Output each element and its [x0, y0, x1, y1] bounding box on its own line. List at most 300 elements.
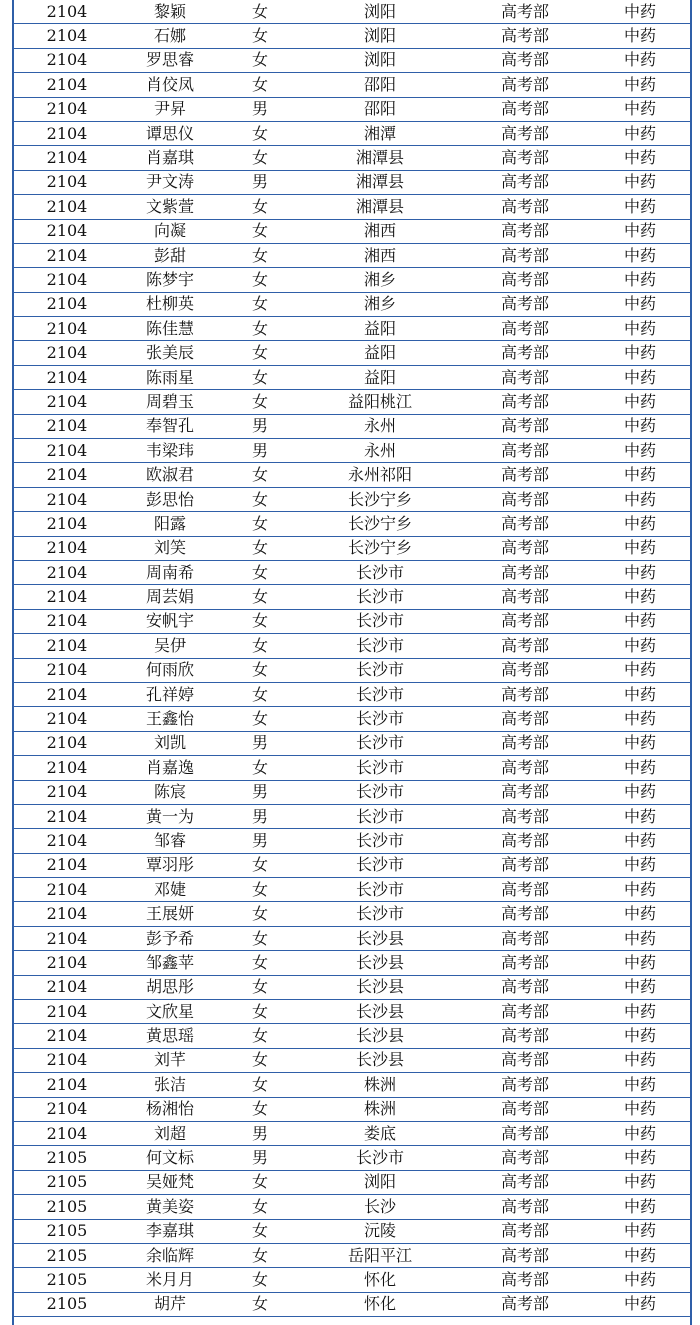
table-row [14, 390, 690, 414]
major-cell: 中药 [590, 682, 690, 706]
table-row [14, 609, 690, 633]
department-cell: 高考部 [460, 853, 590, 877]
table-row [14, 951, 690, 975]
name-cell: 文欣星 [120, 1000, 220, 1024]
gender-cell: 男 [220, 804, 300, 828]
hometown-cell: 长沙市 [300, 804, 460, 828]
class-cell: 2104 [14, 512, 120, 536]
table-row [14, 0, 690, 24]
department-cell: 高考部 [460, 1097, 590, 1121]
name-cell: 王展妍 [120, 902, 220, 926]
class-cell: 2104 [14, 536, 120, 560]
name-cell: 黄一为 [120, 804, 220, 828]
gender-cell: 女 [220, 219, 300, 243]
name-cell: 吴娅梵 [120, 1170, 220, 1194]
department-cell: 高考部 [460, 902, 590, 926]
major-cell: 中药 [590, 780, 690, 804]
hometown-cell: 永州 [300, 439, 460, 463]
class-cell: 2104 [14, 341, 120, 365]
student-table [14, 0, 690, 1317]
gender-cell: 女 [220, 536, 300, 560]
major-cell: 中药 [590, 1121, 690, 1145]
major-cell: 中药 [590, 853, 690, 877]
major-cell: 中药 [590, 707, 690, 731]
class-cell: 2104 [14, 829, 120, 853]
hometown-cell: 株洲 [300, 1097, 460, 1121]
name-cell: 尹昇 [120, 97, 220, 121]
gender-cell: 男 [220, 97, 300, 121]
class-cell: 2104 [14, 1048, 120, 1072]
class-cell: 2104 [14, 243, 120, 267]
hometown-cell: 株洲 [300, 1073, 460, 1097]
class-cell: 2104 [14, 97, 120, 121]
hometown-cell: 邵阳 [300, 97, 460, 121]
class-cell: 2104 [14, 1024, 120, 1048]
class-cell: 2104 [14, 560, 120, 584]
department-cell: 高考部 [460, 926, 590, 950]
hometown-cell: 长沙市 [300, 658, 460, 682]
major-cell: 中药 [590, 975, 690, 999]
major-cell: 中药 [590, 97, 690, 121]
gender-cell: 女 [220, 756, 300, 780]
table-row [14, 1292, 690, 1316]
table-row [14, 731, 690, 755]
department-cell: 高考部 [460, 268, 590, 292]
hometown-cell: 湘西 [300, 243, 460, 267]
gender-cell: 女 [220, 926, 300, 950]
gender-cell: 女 [220, 1292, 300, 1316]
major-cell: 中药 [590, 24, 690, 48]
gender-cell: 女 [220, 48, 300, 72]
class-cell: 2105 [14, 1268, 120, 1292]
gender-cell: 女 [220, 390, 300, 414]
class-cell: 2104 [14, 975, 120, 999]
major-cell: 中药 [590, 658, 690, 682]
department-cell: 高考部 [460, 560, 590, 584]
class-cell: 2104 [14, 634, 120, 658]
name-cell: 王鑫怡 [120, 707, 220, 731]
class-cell: 2104 [14, 853, 120, 877]
hometown-cell: 永州祁阳 [300, 463, 460, 487]
class-cell: 2105 [14, 1195, 120, 1219]
hometown-cell: 长沙市 [300, 731, 460, 755]
class-cell: 2104 [14, 146, 120, 170]
table-row [14, 1073, 690, 1097]
name-cell: 陈梦宇 [120, 268, 220, 292]
department-cell: 高考部 [460, 951, 590, 975]
class-cell: 2105 [14, 1292, 120, 1316]
department-cell: 高考部 [460, 439, 590, 463]
class-cell: 2104 [14, 48, 120, 72]
department-cell: 高考部 [460, 634, 590, 658]
table-row [14, 1048, 690, 1072]
class-cell: 2104 [14, 0, 120, 24]
table-row [14, 853, 690, 877]
class-cell: 2104 [14, 317, 120, 341]
hometown-cell: 长沙县 [300, 1024, 460, 1048]
department-cell: 高考部 [460, 414, 590, 438]
table-row [14, 1024, 690, 1048]
table-row [14, 804, 690, 828]
hometown-cell: 益阳 [300, 341, 460, 365]
name-cell: 欧淑君 [120, 463, 220, 487]
class-cell: 2104 [14, 390, 120, 414]
hometown-cell: 长沙市 [300, 853, 460, 877]
department-cell: 高考部 [460, 146, 590, 170]
table-row [14, 829, 690, 853]
table-row [14, 365, 690, 389]
name-cell: 刘笑 [120, 536, 220, 560]
major-cell: 中药 [590, 512, 690, 536]
gender-cell: 女 [220, 878, 300, 902]
hometown-cell: 浏阳 [300, 0, 460, 24]
name-cell: 肖佼凤 [120, 73, 220, 97]
name-cell: 李嘉琪 [120, 1219, 220, 1243]
hometown-cell: 岳阳平江 [300, 1243, 460, 1267]
table-row [14, 585, 690, 609]
gender-cell: 女 [220, 487, 300, 511]
class-cell: 2104 [14, 414, 120, 438]
gender-cell: 女 [220, 1073, 300, 1097]
name-cell: 彭甜 [120, 243, 220, 267]
name-cell: 向凝 [120, 219, 220, 243]
major-cell: 中药 [590, 1024, 690, 1048]
hometown-cell: 长沙市 [300, 780, 460, 804]
gender-cell: 女 [220, 1024, 300, 1048]
gender-cell: 女 [220, 1000, 300, 1024]
gender-cell: 女 [220, 146, 300, 170]
class-cell: 2104 [14, 365, 120, 389]
table-row [14, 1146, 690, 1170]
gender-cell: 女 [220, 634, 300, 658]
name-cell: 陈佳慧 [120, 317, 220, 341]
class-cell: 2105 [14, 1243, 120, 1267]
major-cell: 中药 [590, 463, 690, 487]
hometown-cell: 长沙县 [300, 975, 460, 999]
department-cell: 高考部 [460, 0, 590, 24]
department-cell: 高考部 [460, 1268, 590, 1292]
major-cell: 中药 [590, 609, 690, 633]
table-row [14, 1170, 690, 1194]
gender-cell: 女 [220, 1170, 300, 1194]
gender-cell: 男 [220, 731, 300, 755]
class-cell: 2104 [14, 195, 120, 219]
table-row [14, 634, 690, 658]
major-cell: 中药 [590, 1000, 690, 1024]
department-cell: 高考部 [460, 1195, 590, 1219]
hometown-cell: 浏阳 [300, 1170, 460, 1194]
name-cell: 黎颖 [120, 0, 220, 24]
gender-cell: 女 [220, 341, 300, 365]
table-row [14, 1243, 690, 1267]
department-cell: 高考部 [460, 512, 590, 536]
table-row [14, 1121, 690, 1145]
department-cell: 高考部 [460, 73, 590, 97]
hometown-cell: 湘乡 [300, 268, 460, 292]
table-row [14, 195, 690, 219]
class-cell: 2104 [14, 73, 120, 97]
table-row [14, 121, 690, 145]
major-cell: 中药 [590, 48, 690, 72]
department-cell: 高考部 [460, 24, 590, 48]
table-row [14, 926, 690, 950]
department-cell: 高考部 [460, 682, 590, 706]
name-cell: 余临辉 [120, 1243, 220, 1267]
gender-cell: 女 [220, 1243, 300, 1267]
hometown-cell: 湘西 [300, 219, 460, 243]
major-cell: 中药 [590, 365, 690, 389]
hometown-cell: 长沙市 [300, 585, 460, 609]
gender-cell: 女 [220, 560, 300, 584]
major-cell: 中药 [590, 804, 690, 828]
table-row [14, 24, 690, 48]
table-row [14, 707, 690, 731]
class-cell: 2104 [14, 658, 120, 682]
table-row [14, 317, 690, 341]
name-cell: 何文标 [120, 1146, 220, 1170]
department-cell: 高考部 [460, 1024, 590, 1048]
major-cell: 中药 [590, 1195, 690, 1219]
department-cell: 高考部 [460, 97, 590, 121]
table-row [14, 219, 690, 243]
major-cell: 中药 [590, 951, 690, 975]
major-cell: 中药 [590, 585, 690, 609]
hometown-cell: 长沙 [300, 1195, 460, 1219]
gender-cell: 男 [220, 780, 300, 804]
name-cell: 石娜 [120, 24, 220, 48]
gender-cell: 女 [220, 121, 300, 145]
table-row [14, 1268, 690, 1292]
department-cell: 高考部 [460, 780, 590, 804]
class-cell: 2104 [14, 170, 120, 194]
major-cell: 中药 [590, 341, 690, 365]
gender-cell: 女 [220, 853, 300, 877]
class-cell: 2104 [14, 1097, 120, 1121]
class-cell: 2104 [14, 951, 120, 975]
gender-cell: 女 [220, 73, 300, 97]
department-cell: 高考部 [460, 170, 590, 194]
name-cell: 邹鑫苹 [120, 951, 220, 975]
student-table-sheet [12, 0, 692, 1325]
hometown-cell: 长沙市 [300, 829, 460, 853]
class-cell: 2104 [14, 1121, 120, 1145]
gender-cell: 女 [220, 268, 300, 292]
table-row [14, 170, 690, 194]
department-cell: 高考部 [460, 829, 590, 853]
gender-cell: 女 [220, 658, 300, 682]
department-cell: 高考部 [460, 365, 590, 389]
class-cell: 2104 [14, 121, 120, 145]
major-cell: 中药 [590, 1243, 690, 1267]
table-row [14, 658, 690, 682]
name-cell: 覃羽彤 [120, 853, 220, 877]
gender-cell: 女 [220, 682, 300, 706]
table-row [14, 512, 690, 536]
gender-cell: 女 [220, 24, 300, 48]
department-cell: 高考部 [460, 1146, 590, 1170]
department-cell: 高考部 [460, 1243, 590, 1267]
gender-cell: 女 [220, 317, 300, 341]
table-row [14, 439, 690, 463]
hometown-cell: 长沙县 [300, 1048, 460, 1072]
department-cell: 高考部 [460, 317, 590, 341]
table-row [14, 146, 690, 170]
department-cell: 高考部 [460, 1121, 590, 1145]
name-cell: 陈雨星 [120, 365, 220, 389]
hometown-cell: 长沙市 [300, 902, 460, 926]
name-cell: 邓婕 [120, 878, 220, 902]
class-cell: 2104 [14, 756, 120, 780]
name-cell: 黄美姿 [120, 1195, 220, 1219]
name-cell: 邹睿 [120, 829, 220, 853]
table-row [14, 1000, 690, 1024]
table-row [14, 1219, 690, 1243]
department-cell: 高考部 [460, 1000, 590, 1024]
major-cell: 中药 [590, 317, 690, 341]
hometown-cell: 长沙宁乡 [300, 536, 460, 560]
gender-cell: 女 [220, 1097, 300, 1121]
table-row [14, 73, 690, 97]
hometown-cell: 永州 [300, 414, 460, 438]
hometown-cell: 湘潭县 [300, 146, 460, 170]
hometown-cell: 长沙县 [300, 951, 460, 975]
hometown-cell: 益阳桃江 [300, 390, 460, 414]
major-cell: 中药 [590, 292, 690, 316]
major-cell: 中药 [590, 926, 690, 950]
student-table-body [14, 0, 690, 1317]
major-cell: 中药 [590, 1048, 690, 1072]
name-cell: 孔祥婷 [120, 682, 220, 706]
department-cell: 高考部 [460, 48, 590, 72]
table-row [14, 268, 690, 292]
class-cell: 2104 [14, 804, 120, 828]
gender-cell: 女 [220, 902, 300, 926]
major-cell: 中药 [590, 1219, 690, 1243]
name-cell: 彭思怡 [120, 487, 220, 511]
name-cell: 杜柳英 [120, 292, 220, 316]
major-cell: 中药 [590, 268, 690, 292]
class-cell: 2104 [14, 609, 120, 633]
gender-cell: 女 [220, 1048, 300, 1072]
hometown-cell: 长沙县 [300, 926, 460, 950]
department-cell: 高考部 [460, 390, 590, 414]
department-cell: 高考部 [460, 536, 590, 560]
major-cell: 中药 [590, 1268, 690, 1292]
name-cell: 奉智孔 [120, 414, 220, 438]
table-row [14, 292, 690, 316]
hometown-cell: 湘潭县 [300, 170, 460, 194]
gender-cell: 男 [220, 1121, 300, 1145]
department-cell: 高考部 [460, 1170, 590, 1194]
major-cell: 中药 [590, 121, 690, 145]
hometown-cell: 邵阳 [300, 73, 460, 97]
table-row [14, 341, 690, 365]
major-cell: 中药 [590, 560, 690, 584]
hometown-cell: 长沙市 [300, 560, 460, 584]
name-cell: 杨湘怡 [120, 1097, 220, 1121]
hometown-cell: 湘潭 [300, 121, 460, 145]
department-cell: 高考部 [460, 1292, 590, 1316]
department-cell: 高考部 [460, 341, 590, 365]
hometown-cell: 益阳 [300, 317, 460, 341]
major-cell: 中药 [590, 1146, 690, 1170]
department-cell: 高考部 [460, 1219, 590, 1243]
hometown-cell: 长沙县 [300, 1000, 460, 1024]
class-cell: 2104 [14, 926, 120, 950]
table-row [14, 536, 690, 560]
hometown-cell: 怀化 [300, 1292, 460, 1316]
department-cell: 高考部 [460, 707, 590, 731]
department-cell: 高考部 [460, 804, 590, 828]
class-cell: 2104 [14, 585, 120, 609]
name-cell: 米月月 [120, 1268, 220, 1292]
class-cell: 2104 [14, 439, 120, 463]
hometown-cell: 长沙市 [300, 707, 460, 731]
gender-cell: 女 [220, 365, 300, 389]
hometown-cell: 长沙市 [300, 1146, 460, 1170]
major-cell: 中药 [590, 73, 690, 97]
major-cell: 中药 [590, 1073, 690, 1097]
department-cell: 高考部 [460, 878, 590, 902]
department-cell: 高考部 [460, 243, 590, 267]
major-cell: 中药 [590, 414, 690, 438]
name-cell: 张美辰 [120, 341, 220, 365]
gender-cell: 女 [220, 1268, 300, 1292]
name-cell: 黄思瑶 [120, 1024, 220, 1048]
gender-cell: 男 [220, 829, 300, 853]
table-row [14, 1097, 690, 1121]
department-cell: 高考部 [460, 463, 590, 487]
gender-cell: 女 [220, 951, 300, 975]
gender-cell: 女 [220, 243, 300, 267]
hometown-cell: 浏阳 [300, 48, 460, 72]
class-cell: 2104 [14, 682, 120, 706]
hometown-cell: 长沙市 [300, 609, 460, 633]
table-row [14, 1195, 690, 1219]
major-cell: 中药 [590, 878, 690, 902]
name-cell: 何雨欣 [120, 658, 220, 682]
gender-cell: 男 [220, 1146, 300, 1170]
gender-cell: 女 [220, 707, 300, 731]
name-cell: 吴伊 [120, 634, 220, 658]
class-cell: 2104 [14, 487, 120, 511]
major-cell: 中药 [590, 1170, 690, 1194]
class-cell: 2104 [14, 707, 120, 731]
hometown-cell: 娄底 [300, 1121, 460, 1145]
hometown-cell: 沅陵 [300, 1219, 460, 1243]
name-cell: 周芸娟 [120, 585, 220, 609]
gender-cell: 女 [220, 0, 300, 24]
name-cell: 周南希 [120, 560, 220, 584]
hometown-cell: 长沙宁乡 [300, 487, 460, 511]
name-cell: 谭思仪 [120, 121, 220, 145]
gender-cell: 女 [220, 609, 300, 633]
major-cell: 中药 [590, 439, 690, 463]
department-cell: 高考部 [460, 1073, 590, 1097]
class-cell: 2104 [14, 24, 120, 48]
department-cell: 高考部 [460, 1048, 590, 1072]
table-row [14, 682, 690, 706]
name-cell: 刘芊 [120, 1048, 220, 1072]
major-cell: 中药 [590, 829, 690, 853]
class-cell: 2104 [14, 780, 120, 804]
table-row [14, 243, 690, 267]
name-cell: 张洁 [120, 1073, 220, 1097]
name-cell: 肖嘉逸 [120, 756, 220, 780]
major-cell: 中药 [590, 634, 690, 658]
gender-cell: 女 [220, 292, 300, 316]
hometown-cell: 湘潭县 [300, 195, 460, 219]
